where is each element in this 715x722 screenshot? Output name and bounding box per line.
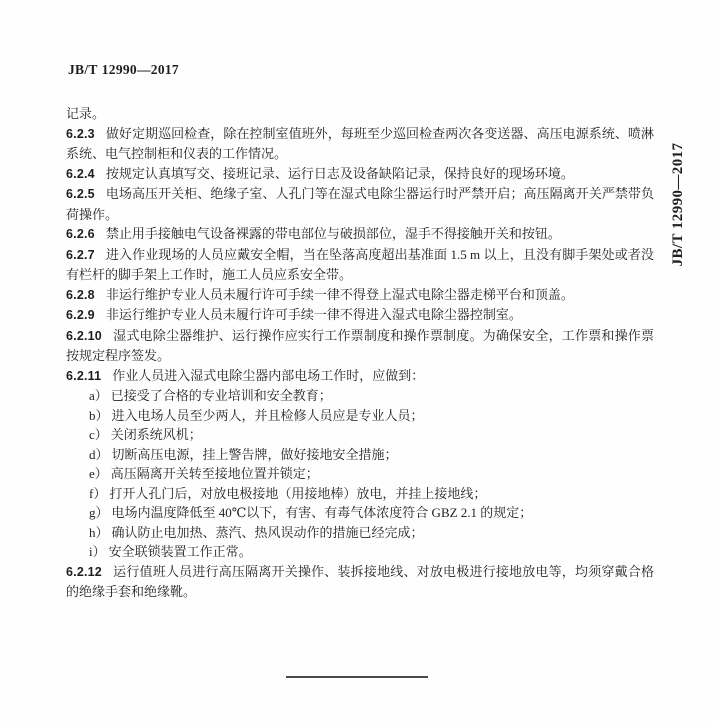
- list-item-text: 电场内温度降低至 40℃以下，有害、有毒气体浓度符合 GBZ 2.1 的规定；: [111, 505, 533, 520]
- clause-6-2-7: [66, 245, 654, 285]
- list-item-label: c）: [89, 427, 108, 442]
- clause-text: 运行值班人员进行高压隔离开关操作、装拆接地线、对放电极进行接地放电等，均须穿戴合格的绝缘手套和绝缘靴。: [66, 563, 654, 599]
- document-code-number: 12990—2017: [101, 62, 179, 77]
- list-item-d: [66, 445, 654, 465]
- list-item-h: [66, 523, 654, 543]
- list-item-text: 确认防止电加热、蒸汽、热风误动作的措施已经完成；: [111, 524, 424, 540]
- clause-6-2-10: [66, 326, 654, 366]
- list-item-b: [66, 406, 654, 426]
- clause-number: 6.2.10: [66, 328, 102, 343]
- list-item-text: 已接受了合格的专业培训和安全教育；: [110, 388, 332, 403]
- clause-text: 非运行维护专业人员未履行许可手续一律不得登上湿式电除尘器走梯平台和顶盖。: [105, 286, 574, 302]
- paragraph-continuation: 记录。: [66, 106, 106, 121]
- clause-text: 进入作业现场的人员应戴安全帽，当在坠落高度超出基准面 1.5 m 以上，且没有脚手架处或者没有栏杆的脚手架上工作时，施工人员应系安全带。: [66, 246, 654, 282]
- clause-6-2-5: [66, 184, 654, 224]
- list-item-text: 进入电场人员至少两人，并且检修人员应是专业人员；: [111, 407, 424, 423]
- clause-text: 作业人员进入湿式电除尘器内部电场工作时，应做到：: [112, 367, 425, 383]
- clause-6-2-11: [66, 366, 654, 387]
- side-document-code-number: 12990—2017: [670, 142, 686, 230]
- document-code-header: [68, 62, 179, 78]
- footer-divider-line: [286, 676, 428, 678]
- clause-number: 6.2.8: [66, 287, 95, 302]
- list-item-label: h）: [89, 524, 109, 540]
- list-item-label: f）: [89, 485, 107, 501]
- clause-number: 6.2.5: [66, 187, 95, 201]
- clause-number: 6.2.3: [66, 126, 95, 141]
- clause-6-2-4: [66, 164, 654, 185]
- clause-6-2-6: [66, 224, 654, 245]
- clause-6-2-12: [66, 562, 654, 602]
- clause-text: 禁止用手接触电气设备裸露的带电部位与破损部位，湿手不得接触开关和按钮。: [105, 226, 561, 241]
- list-item-label: d）: [89, 446, 109, 462]
- list-item-text: 关闭系统风机；: [110, 427, 202, 442]
- list-item-label: e）: [89, 466, 108, 481]
- clause-text: 非运行维护专业人员未履行许可手续一律不得进入湿式电除尘器控制室。: [105, 307, 522, 322]
- document-code-prefix: JB/T: [68, 62, 98, 77]
- list-item-label: b）: [89, 407, 109, 423]
- list-item-f: [66, 484, 654, 504]
- list-item-e: [66, 464, 654, 484]
- clause-number: 6.2.9: [66, 308, 95, 322]
- clause-number: 6.2.12: [66, 564, 102, 579]
- list-item-label: g）: [89, 505, 109, 520]
- clause-text: 按规定认真填写交、接班记录、运行日志及设备缺陷记录，保持良好的现场环境。: [105, 165, 574, 181]
- list-item-text: 打开人孔门后，对放电极接地（用接地棒）放电，并挂上接地线；: [109, 485, 487, 501]
- clause-text: 湿式电除尘器维护、运行操作应实行工作票制度和操作票制度。为确保安全，工作票和操作票按规定程序签发。: [66, 327, 654, 363]
- list-item-a: [66, 386, 654, 406]
- list-item-g: [66, 503, 654, 523]
- clause-number: 6.2.4: [66, 166, 95, 181]
- clause-text: 电场高压开关柜、绝缘子室、人孔门等在湿式电除尘器运行时严禁开启；高压隔离开关严禁带负荷操作。: [66, 186, 654, 222]
- list-item-c: [66, 425, 654, 445]
- document-body: [66, 104, 654, 602]
- list-item-i: [66, 542, 654, 562]
- list-item-label: a）: [89, 388, 108, 403]
- clause-6-2-3: [66, 124, 654, 164]
- list-item-text: 高压隔离开关转至接地位置并锁定；: [110, 466, 319, 481]
- side-document-code: [670, 122, 696, 287]
- list-item-text: 切断高压电源，挂上警告牌，做好接地安全措施；: [111, 446, 398, 462]
- clause-6-2-8: [66, 285, 654, 306]
- clause-text: 做好定期巡回检查，除在控制室值班外，每班至少巡回检查两次各变送器、高压电源系统、喷淋系统、电气控制柜和仪表的工作情况。: [66, 125, 654, 161]
- side-document-code-prefix: JB/T: [670, 233, 686, 267]
- clause-6-2-9: [66, 305, 654, 326]
- clause-number: 6.2.6: [66, 227, 95, 241]
- list-item-label: i）: [89, 544, 106, 559]
- clause-number: 6.2.7: [66, 247, 95, 262]
- clause-number: 6.2.11: [66, 368, 102, 383]
- list-item-text: 安全联锁装置工作正常。: [108, 544, 252, 559]
